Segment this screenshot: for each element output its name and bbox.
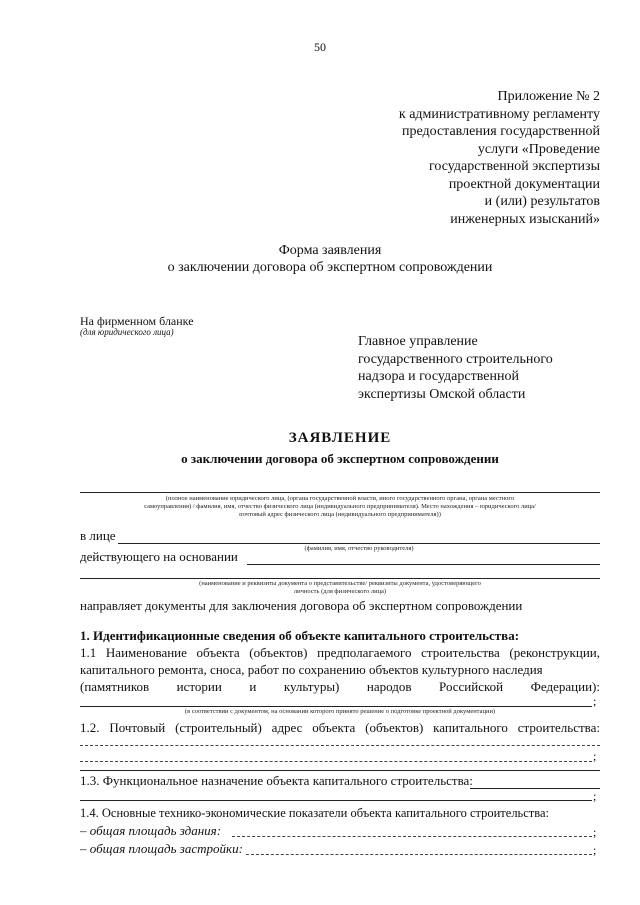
item-1-4: 1.4. Основные технико-экономические показатели объекта капитального строительства: (80, 806, 550, 820)
semicolon: ; (593, 825, 597, 839)
sends-documents-text: направляет документы для заключения договора об экспертном сопровождении (80, 598, 523, 613)
item-1-1-text: 1.1 Наименование объекта (объектов) предполагаемого строительства (реконструкции, капитального ремонта, сноса, работ по сохранению объектов культурного наследия (80, 645, 600, 677)
hint-line: личность (для физического лица) (293, 588, 387, 595)
section-1-title: 1. Идентификационные сведения об объекте капитального строительства: (80, 628, 520, 643)
document-title: ЗАЯВЛЕНИЕ (288, 430, 392, 446)
item-1-1-hint: (в соответствии с документом, на основании которого принято решение о подготовке проектной документации) (184, 708, 496, 715)
applicant-hint (80, 495, 600, 519)
item-1-2-field-line[interactable] (80, 761, 592, 762)
total-area-label: – общая площадь здания: (80, 823, 222, 838)
semicolon: ; (593, 843, 597, 857)
item-1-1-last-line (80, 678, 600, 695)
hint-line: почтовый адрес физического лица (индивидуального предпринимателя)) (239, 511, 441, 518)
hint-line: самоуправления) / фамилия, имя, отчество физического лица (индивидуального предпринимателя). Место нахождения – юридического лица/ (144, 503, 536, 510)
built-area-label: – общая площадь застройки: (80, 841, 243, 856)
appendix-line: к административному регламенту (398, 106, 600, 122)
appendix-line: услуги «Проведение (477, 141, 600, 157)
total-area-field-line[interactable] (232, 836, 592, 837)
appendix-heading (340, 88, 600, 228)
appendix-line: проектной документации (448, 176, 600, 192)
person-hint: (фамилия, имя, отчество руководителя) (304, 545, 414, 552)
item-1-1 (80, 644, 600, 695)
item-1-1-field-line[interactable] (80, 706, 592, 707)
appendix-line: предоставления государственной (401, 124, 600, 139)
form-title (120, 242, 540, 276)
acting-basis-field-line[interactable] (247, 564, 600, 565)
word: Российской (439, 679, 504, 694)
page-number: 50 (314, 40, 326, 54)
item-1-2-field-line[interactable] (80, 745, 600, 746)
applicant-field-line[interactable] (80, 492, 600, 493)
basis-document-field-line[interactable] (80, 578, 600, 579)
form-title-line: о заключении договора об экспертном сопровождении (167, 260, 493, 275)
addressee-line: надзора и государственной (358, 369, 519, 384)
word: истории (176, 679, 222, 694)
word: народов (366, 679, 412, 694)
divider (80, 770, 600, 771)
word: и (249, 679, 257, 694)
semicolon: ; (593, 694, 597, 708)
item-1-3-field-line[interactable] (80, 800, 592, 801)
word: (памятников (80, 679, 150, 694)
hint-line: (полное наименование юридического лица, (органа государственной власти, иного государственного органа, органа местного (165, 495, 515, 502)
letterhead-label: На фирменном бланке (80, 314, 194, 328)
item-1-3: 1.3. Функциональное назначение объекта капитального строительства: (80, 773, 473, 788)
appendix-line: Приложение № 2 (497, 89, 600, 104)
appendix-line: государственной экспертизы (428, 159, 600, 174)
word: Федерации): (530, 679, 600, 694)
form-title-line: Форма заявления (278, 243, 382, 258)
addressee-line: экспертизы Омской области (358, 386, 526, 402)
word: культуры) (283, 679, 340, 694)
acting-basis-label: действующего на основании (80, 549, 238, 564)
semicolon: ; (593, 789, 597, 803)
appendix-line: инженерных изысканий» (450, 211, 600, 227)
addressee (358, 333, 598, 403)
in-person-label: в лице (80, 528, 116, 543)
letterhead-note: (для юридического лица) (80, 327, 174, 337)
hint-line: (наименование и реквизиты документа о представительстве/ реквизиты документа, удостоверяющего (199, 580, 481, 587)
document-hint (80, 580, 600, 596)
document-subtitle: о заключении договора об экспертном сопровождении (181, 451, 499, 466)
appendix-line: и (или) результатов (484, 194, 600, 209)
addressee-line: Главное управление (358, 334, 478, 349)
item-1-3-field-line[interactable] (470, 788, 600, 789)
addressee-line: государственного строительного (358, 351, 553, 367)
in-person-field-line[interactable] (118, 543, 600, 544)
built-area-field-line[interactable] (246, 854, 592, 855)
item-1-2: 1.2. Почтовый (строительный) адрес объекта (объектов) капитального строительства: (80, 720, 600, 735)
semicolon: ; (593, 749, 597, 763)
